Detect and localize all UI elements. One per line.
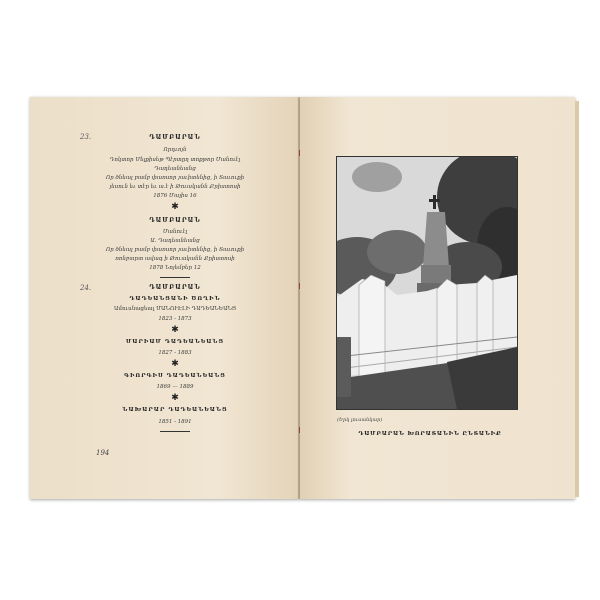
entry-date: 1823 ֊ 1873 [158, 316, 192, 322]
asterisk-icon: ✱ [171, 202, 179, 212]
asterisk-icon: ✱ [171, 393, 179, 403]
page-edge [575, 101, 579, 497]
photo-credit: (Երկ լուսանկար) [337, 417, 383, 423]
entry-name: ՄԱՐԻԱՄ ԴԱԴԵԱՆԵԱՆՑ [125, 339, 225, 345]
entry-line: 1876 Մայիս 16 [153, 193, 197, 199]
entry-line: ռոնբարտ ավագ ի Թուականն Քրիստոսի [115, 256, 235, 262]
entry-line: Որ ծնեալ բամբ փառսոր յաւիտենից, ի Տաւուքի [105, 247, 245, 253]
entry-line: Ամուսնացեալ ՄԱՆՈՒԷԼԻ ԴԱԴԵԱՆԵԱՆՑ [113, 306, 237, 312]
right-page [300, 97, 575, 499]
entry-date: 1869 — 1889 [156, 384, 194, 390]
entry-line: Մանուէլ [162, 229, 188, 235]
divider-rule [160, 277, 190, 278]
entry-line: յեսուն եւ տէր եւ ա.է ի Թուականն Քրիստոսի [109, 184, 241, 190]
entry-heading: ԴԱՄԲԱՐԱՆ [149, 134, 201, 141]
open-book [30, 97, 575, 503]
page-number: 194 [96, 449, 110, 457]
entry-subheading: ԴԱԴԵԱՆՑԱՆԻ ԾՈՂԻՆ [129, 296, 221, 302]
entry-line: Որ ծնեալ բամբ փառսոր յաւիտենից, ի Տաւուքի [105, 175, 245, 181]
entry-line: Որդւոյն [163, 147, 187, 153]
entry-date: 1851 ֊ 1891 [158, 419, 192, 425]
asterisk-icon: ✱ [171, 325, 179, 335]
entry-line: Դոկտոր Մելքիսեթ Պէրտըղ տոքթոր Մանուէլ [109, 157, 241, 163]
entry-line: 1878 Նոյեմբեր 12 [149, 265, 201, 271]
entry-number: 24. [80, 284, 92, 292]
cemetery-photo [337, 157, 517, 409]
asterisk-icon: ✱ [171, 359, 179, 369]
entry-heading: ԴԱՄԲԱՐԱՆ [149, 284, 201, 291]
entry-heading: ԴԱՄԲԱՐԱՆ [149, 217, 201, 224]
left-page [30, 97, 300, 499]
divider-rule [160, 431, 190, 432]
entry-name: ԳԻՈՐԳԻՍ ԴԱԴԵԱՆԵԱՆՑ [124, 373, 226, 379]
entry-number: 23. [80, 133, 92, 141]
photo-caption: ԴԱՄԲԱՐԱՆ ԽՈՐԱՏԱՆԻՆ ԸՆՏԱՆԻՔ [358, 431, 502, 437]
entry-line: Դադեանեանց [154, 166, 196, 172]
entry-name: ՆԱԽԱՐԱՐ ԴԱԴԵԱՆԵԱՆՑ [122, 407, 228, 413]
entry-date: 1827 ֊ 1883 [158, 350, 192, 356]
entry-line: Ա. Դադեանեանց [150, 238, 200, 244]
